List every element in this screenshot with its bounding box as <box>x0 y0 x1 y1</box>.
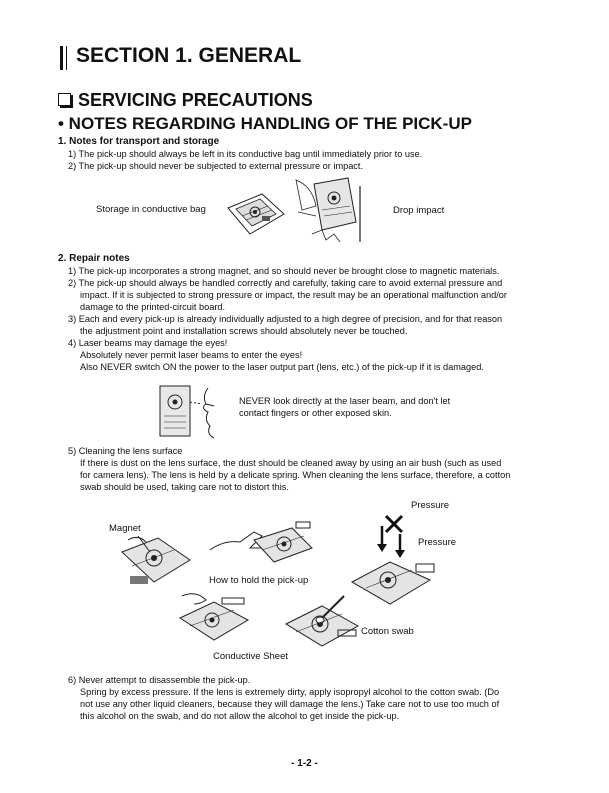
caption-storage: Storage in conductive bag <box>96 204 206 215</box>
transport-item-1: 1) The pick-up should always be left in its conductive bag until immediately prior to use. <box>68 149 423 159</box>
repair-item-2-line2: impact. If it is subjected to strong pressure or impact, the result may be an operational malfunction and/or <box>80 290 507 300</box>
repair-item-2-line3: damage to the printed-circuit board. <box>80 302 226 312</box>
repair-item-1: 1) The pick-up incorporates a strong magnet, and so should never be brought close to magnetic materials. <box>68 266 500 276</box>
section-bar-thin <box>66 46 67 70</box>
label-conductive-sheet: Conductive Sheet <box>213 651 288 662</box>
section-title: SECTION 1. GENERAL <box>76 44 302 67</box>
servicing-heading <box>58 90 313 111</box>
pickup-heading: • NOTES REGARDING HANDLING OF THE PICK-UP <box>58 114 472 133</box>
conductive-sheet-illustration <box>176 590 252 648</box>
repair-item-5-line3: for camera lens). The lens is held by a delicate spring. When cleaning the lens surface, therefore, a cotton <box>80 470 511 480</box>
laser-eye-illustration <box>156 382 232 442</box>
servicing-heading-text: SERVICING PRECAUTIONS <box>78 90 313 110</box>
repair-item-6-line2: Spring by excess pressure. If the lens is extremely dirty, apply isopropyl alcohol to the cotton swab. (Do <box>80 687 500 697</box>
checkbox-square-icon <box>58 93 71 106</box>
label-pressure: Pressure <box>418 537 457 548</box>
hand-holding-pickup-illustration <box>206 518 316 574</box>
repair-item-2-line1: 2) The pick-up should always be handled correctly and carefully, taking care to avoid external pressure and <box>68 278 503 288</box>
label-magnet: Magnet <box>109 523 141 534</box>
repair-item-3-line2: the adjustment point and installation screws should absolutely never be touched. <box>80 326 408 336</box>
storage-bag-illustration <box>222 190 288 240</box>
laser-warning-line1: NEVER look directly at the laser beam, and don't let <box>239 396 451 406</box>
label-how-to-hold: How to hold the pick-up <box>209 575 309 586</box>
label-cotton-swab: Cotton swab <box>361 626 414 637</box>
repair-item-4-line1: 4) Laser beams may damage the eyes! <box>68 338 228 348</box>
drop-impact-illustration <box>292 176 384 246</box>
section-bar-thick <box>60 46 63 70</box>
laser-warning-line2: contact fingers or other exposed skin. <box>239 408 392 418</box>
repair-item-6-line3: not use any other liquid cleaners, because they will damage the lens.) Take care not to use too much of <box>80 699 500 709</box>
magnet-pickup-illustration <box>118 532 194 592</box>
cotton-swab-illustration <box>282 592 364 652</box>
transport-title: 1. Notes for transport and storage <box>58 136 220 147</box>
repair-item-4-line2: Absolutely never permit laser beams to enter the eyes! <box>80 350 303 360</box>
repair-item-6-line1: 6) Never attempt to disassemble the pick-up. <box>68 675 251 685</box>
repair-item-5-line1: 5) Cleaning the lens surface <box>68 446 183 456</box>
repair-item-3-line1: 3) Each and every pick-up is already individually adjusted to a high degree of precision, and for that reason <box>68 314 503 324</box>
repair-item-5-line2: If there is dust on the lens surface, the dust should be cleaned away by using an air bush (such as used <box>80 458 502 468</box>
repair-title: 2. Repair notes <box>58 253 130 264</box>
repair-item-6-line4: this alcohol on the swab, and do not allow the alcohol to get inside the pick-up. <box>80 711 400 721</box>
repair-item-5-line4: swab should be used, taking care not to distort this. <box>80 482 289 492</box>
repair-item-4-line3: Also NEVER switch ON the power to the laser output part (lens, etc.) of the pick-up if it is damaged. <box>80 362 484 372</box>
caption-drop: Drop impact <box>393 205 445 216</box>
transport-item-2: 2) The pick-up should never be subjected to external pressure or impact. <box>68 161 364 171</box>
label-pressure-top: Pressure <box>411 500 450 511</box>
page-number: - 1-2 - <box>291 758 318 769</box>
